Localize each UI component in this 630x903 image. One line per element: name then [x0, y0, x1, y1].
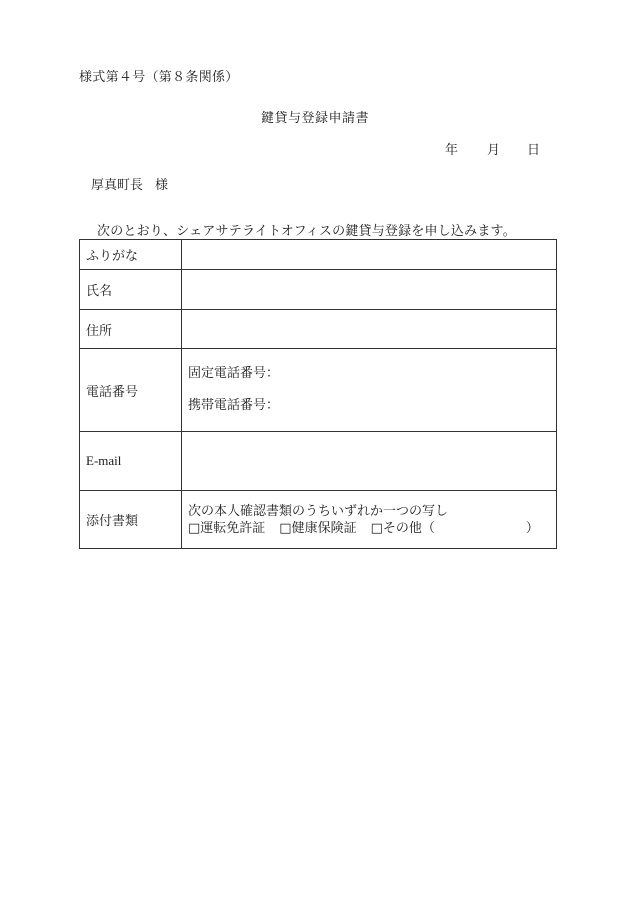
intro-text: 次のとおり、シェアサテライトオフィスの鍵貸与登録を申し込みます。	[97, 224, 516, 239]
documents-instruction: 次の本人確認書類のうちいずれか一つの写し	[188, 503, 449, 519]
table-row-email	[80, 432, 557, 491]
checkbox-health-insurance[interactable]: □健康保険証	[279, 520, 357, 536]
date-month-label: 月	[487, 143, 501, 158]
furigana-field[interactable]	[182, 240, 557, 270]
name-label: 氏名	[80, 270, 182, 310]
documents-label: 添付書類	[80, 491, 182, 549]
document-title: 鍵貸与登録申請書	[260, 111, 369, 126]
checkbox-drivers-license[interactable]: □運転免許証	[188, 520, 266, 536]
documents-options	[188, 520, 550, 537]
table-row-phone	[80, 349, 557, 432]
application-form-table	[79, 239, 557, 549]
phone-label: 電話番号	[80, 349, 182, 432]
table-row-documents	[80, 491, 557, 549]
landline-label: 固定電話番号：	[188, 366, 280, 381]
mobile-label: 携帯電話番号：	[188, 398, 280, 413]
date-year-label: 年	[445, 143, 459, 158]
documents-field	[182, 491, 557, 549]
addressee-name: 厚真町長	[91, 178, 144, 193]
addressee-honorific: 様	[155, 178, 169, 193]
date-day-label: 日	[527, 143, 541, 158]
phone-field[interactable]	[182, 349, 557, 432]
email-field[interactable]	[182, 432, 557, 491]
table-row-address	[80, 310, 557, 349]
address-field[interactable]	[182, 310, 557, 349]
checkbox-other[interactable]: □その他（ ）	[370, 520, 539, 536]
name-field[interactable]	[182, 270, 557, 310]
addressee	[91, 174, 168, 193]
email-label: E-mail	[80, 432, 182, 491]
form-number: 様式第４号（第８条関係）	[79, 70, 239, 85]
address-label: 住所	[80, 310, 182, 349]
furigana-label: ふりがな	[80, 240, 182, 270]
table-row-furigana	[80, 240, 557, 270]
table-row-name	[80, 270, 557, 310]
